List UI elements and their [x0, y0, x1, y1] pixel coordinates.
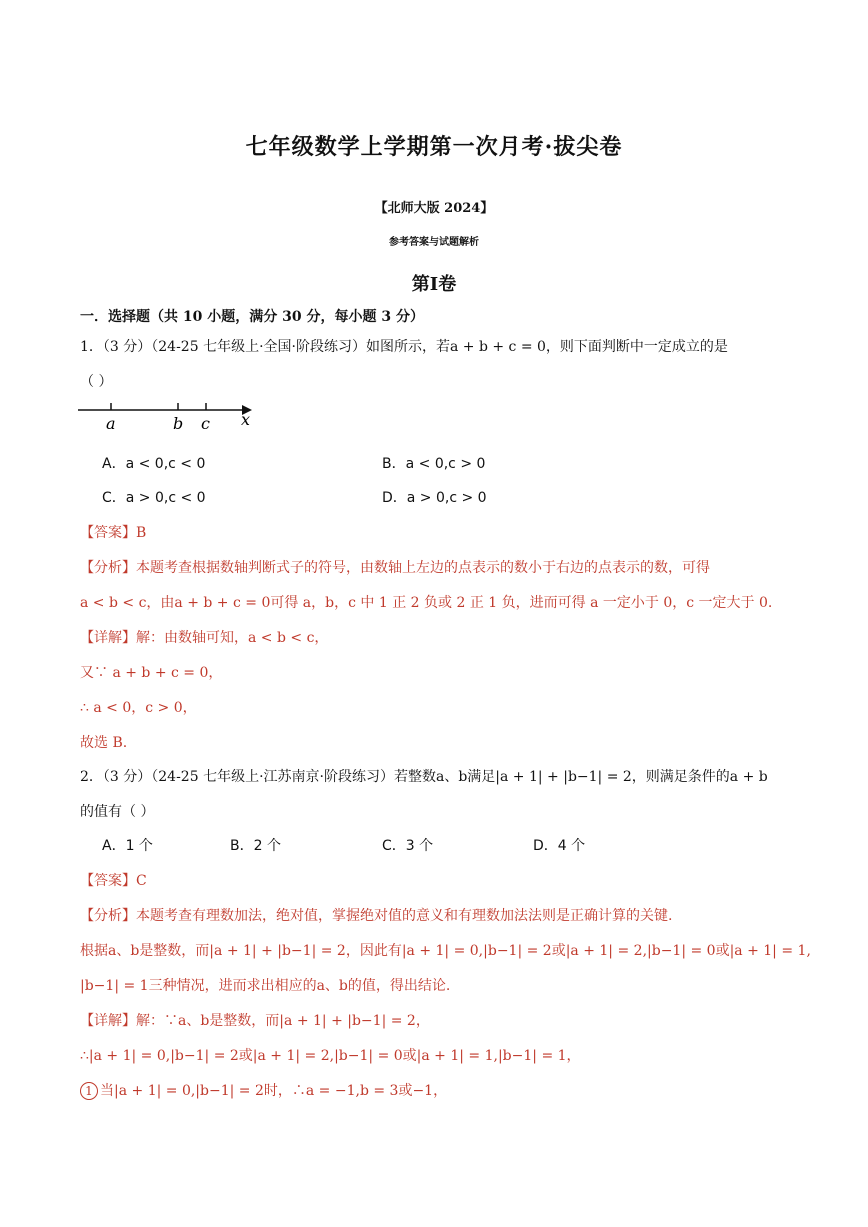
section-heading: 一．选择题（共 10 小题，满分 30 分，每小题 3 分）	[80, 309, 424, 325]
q1-detail-line1	[80, 627, 328, 647]
label-b: b	[173, 414, 184, 433]
q2-analysis-line2: 根据a、b是整数，而|a + 1| + |b−1| = 2，因此有|a + 1| = 0,|b−1| = 2或|a + 1| = 2,|b−1| = 0或|a + 1| = 1,	[80, 943, 811, 959]
page-title: 七年级数学上学期第一次月考·拔尖卷	[245, 134, 623, 160]
q2-option-a: A．1 个	[102, 838, 153, 854]
detail-tag: 【详解】	[80, 630, 136, 646]
q2-detail-line2: ∴|a + 1| = 0,|b−1| = 2或|a + 1| = 2,|b−1| = 0或|a + 1| = 1,|b−1| = 1，	[80, 1048, 581, 1064]
q2-stem-line1: 2．（3 分）（24-25 七年级上·江苏南京·阶段练习）若整数a、b满足|a + 1| + |b−1| = 2，则满足条件的a + b	[80, 769, 768, 785]
q1-detail-line3: ∴ a < 0，c > 0，	[80, 700, 197, 716]
detail-text: 解：∵a、b是整数，而|a + 1| + |b−1| = 2，	[136, 1013, 430, 1029]
q1-answer	[80, 522, 146, 542]
q1-stem-line1: 1．（3 分）（24-25 七年级上·全国·阶段练习）如图所示，若a + b + c = 0，则下面判断中一定成立的是	[80, 339, 728, 355]
q1-option-b: B．a < 0,c > 0	[382, 456, 486, 472]
analysis-tag: 【分析】	[80, 908, 136, 924]
label-c: c	[201, 414, 210, 433]
q2-option-b: B．2 个	[230, 838, 281, 854]
q2-option-c: C．3 个	[382, 838, 434, 854]
q2-stem-line2: 的值有（ ）	[80, 804, 155, 820]
q2-answer	[80, 870, 147, 890]
analysis-text: 本题考查根据数轴判断式子的符号，由数轴上左边的点表示的数小于右边的点表示的数，可得	[136, 560, 710, 576]
q2-detail-line3	[80, 1080, 447, 1100]
q1-stem-line2: （ ）	[80, 374, 113, 390]
number-line-figure	[76, 398, 266, 438]
circled-number: 1	[80, 1082, 98, 1100]
q1-analysis-line2: a < b < c，由a + b + c = 0可得 a，b，c 中 1 正 2 负或 2 正 1 负，进而可得 a 一定小于 0，c 一定大于 0.	[80, 595, 773, 611]
q2-option-d: D．4 个	[533, 838, 586, 854]
q1-detail-line4: 故选 B.	[80, 735, 128, 751]
q1-detail-line2: 又∵ a + b + c = 0，	[80, 665, 223, 681]
volume-heading: 第I卷	[411, 274, 457, 295]
label-a: a	[106, 414, 116, 433]
subtitle: 参考答案与试题解析	[389, 237, 479, 248]
answer-value: C	[136, 873, 147, 889]
detail-text: 当|a + 1| = 0,|b−1| = 2时，∴a = −1,b = 3或−1，	[100, 1083, 448, 1099]
q1-analysis-line1	[80, 557, 710, 577]
label-x: x	[241, 410, 251, 429]
q2-detail-line1	[80, 1010, 430, 1030]
q1-option-d: D．a > 0,c > 0	[382, 490, 487, 506]
answer-tag: 【答案】	[80, 873, 136, 889]
edition-label: 【北师大版 2024】	[374, 201, 494, 216]
detail-text: 解：由数轴可知，a < b < c，	[136, 630, 329, 646]
analysis-text: 本题考查有理数加法，绝对值，掌握绝对值的意义和有理数加法法则是正确计算的关键.	[136, 908, 673, 924]
analysis-tag: 【分析】	[80, 560, 136, 576]
detail-tag: 【详解】	[80, 1013, 136, 1029]
q1-option-a: A．a < 0,c < 0	[102, 456, 206, 472]
q2-analysis-line3: |b−1| = 1三种情况，进而求出相应的a、b的值，得出结论.	[80, 978, 451, 994]
answer-tag: 【答案】	[80, 525, 136, 541]
q2-analysis-line1	[80, 905, 672, 925]
q1-option-c: C．a > 0,c < 0	[102, 490, 206, 506]
answer-value: B	[136, 525, 147, 541]
